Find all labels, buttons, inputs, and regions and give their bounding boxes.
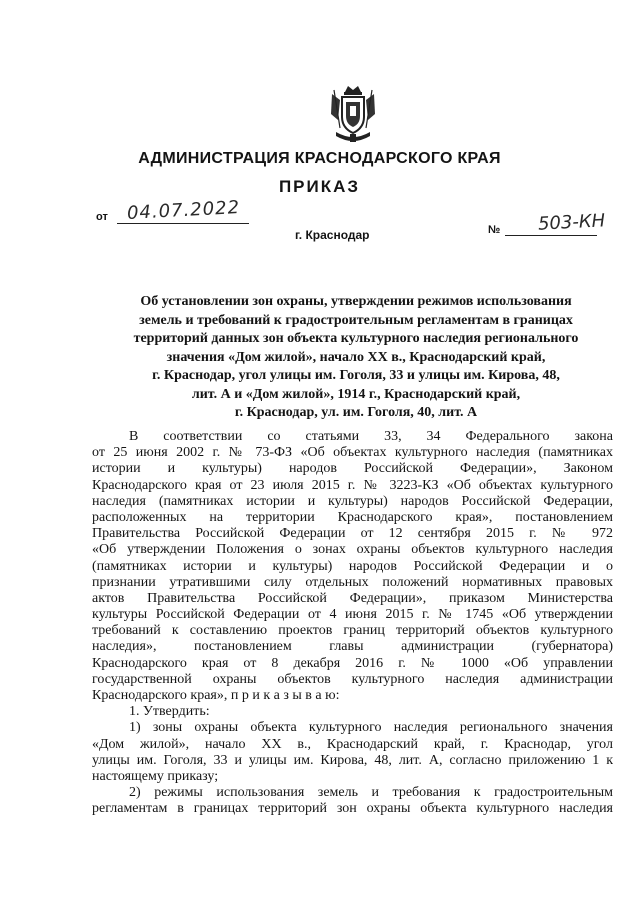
- body-line: государственной охраны объектов культурного наследия администрации: [92, 671, 613, 687]
- order-body-text: [92, 429, 613, 818]
- body-line: «Дом жилой», начало XX в., Краснодарский край, г. Краснодар, угол: [92, 736, 613, 752]
- body-line: 1. Утвердить:: [129, 704, 210, 720]
- subject-line: земель и требований к градостроительным регламентам в границах: [139, 312, 573, 328]
- krasnodar-coat-of-arms-emblem: [328, 84, 378, 146]
- body-line: Краснодарского края от 23 июля 2015 г. № 3223-КЗ «Об объектах культурного: [92, 477, 613, 493]
- body-line: улицы им. Гоголя, 33 и улицы им. Кирова, 48, лит. А, согласно приложению 1 к: [92, 752, 613, 768]
- subject-line: г. Краснодар, ул. им. Гоголя, 40, лит. А: [234, 405, 478, 420]
- date-label: от: [96, 211, 108, 223]
- city-label: г. Краснодар: [295, 228, 370, 242]
- body-line: «Об утверждении Положения о зонах охраны объектов культурного наследия: [92, 542, 613, 558]
- body-line: Краснодарского края», п р и к а з ы в а ю:: [92, 688, 340, 703]
- handwritten-date: 04.07.2022: [126, 197, 241, 224]
- subject-line: лит. А и «Дом жилой», 1914 г., Краснодарский край,: [191, 386, 521, 402]
- subject-line: г. Краснодар, угол улицы им. Гоголя, 33 и улицы им. Кирова, 48,: [152, 368, 560, 383]
- body-line: расположенных на территории Краснодарского края», постановлением: [92, 509, 613, 525]
- body-line: от 25 июня 2002 г. № 73-ФЗ «Об объектах культурного наследия (памятниках: [92, 445, 613, 461]
- organization-title: АДМИНИСТРАЦИЯ КРАСНОДАРСКОГО КРАЯ: [138, 150, 501, 167]
- number-label: №: [488, 224, 501, 236]
- body-line: настоящему приказу;: [92, 768, 219, 784]
- body-line: 1) зоны охраны объекта культурного наследия регионального значения: [129, 720, 613, 736]
- handwritten-number: 503-КН: [537, 210, 606, 235]
- body-line: Правительства Российской Федерации от 12 сентября 2015 г. № 972: [92, 526, 613, 542]
- body-line: Краснодарского края от 8 декабря 2016 г. № 1000 «Об управлении: [92, 655, 613, 671]
- subject-line: территорий данных зон объекта культурного наследия регионального: [133, 331, 579, 346]
- body-line: истории и культуры) народов Российской Федерации», Законом: [92, 461, 613, 477]
- order-subject: [100, 293, 612, 423]
- body-line: 2) режимы использования земель и требования к градостроительным: [129, 785, 613, 801]
- body-line: В соответствии со статьями 33, 34 Федерального закона: [129, 429, 613, 444]
- body-line: (памятниках истории и культуры) народов Российской Федерации и о: [92, 558, 613, 574]
- body-line: наследия (памятниках истории и культуры) народов Российской Федерации,: [92, 493, 613, 509]
- document-type-title: ПРИКАЗ: [278, 177, 361, 196]
- body-line: признании утратившими силу отдельных положений нормативных правовых: [92, 574, 613, 590]
- number-underline: [505, 235, 597, 236]
- body-line: требований к составлению проектов границ территорий объектов культурного: [92, 623, 613, 639]
- subject-line: Об установлении зон охраны, утверждении режимов использования: [140, 294, 572, 309]
- body-line: актов Правительства Российской Федерации», приказом Министерства: [92, 590, 613, 606]
- subject-line: значения «Дом жилой», начало XX в., Краснодарский край,: [166, 349, 546, 365]
- body-line: культуры Российской Федерации от 4 июня 2015 г. № 1745 «Об утверждении: [92, 607, 613, 623]
- body-line: наследия», постановлением главы администрации (губернатора): [92, 639, 613, 655]
- body-line: регламентам в границах территорий зон охраны объекта культурного наследия: [92, 801, 613, 817]
